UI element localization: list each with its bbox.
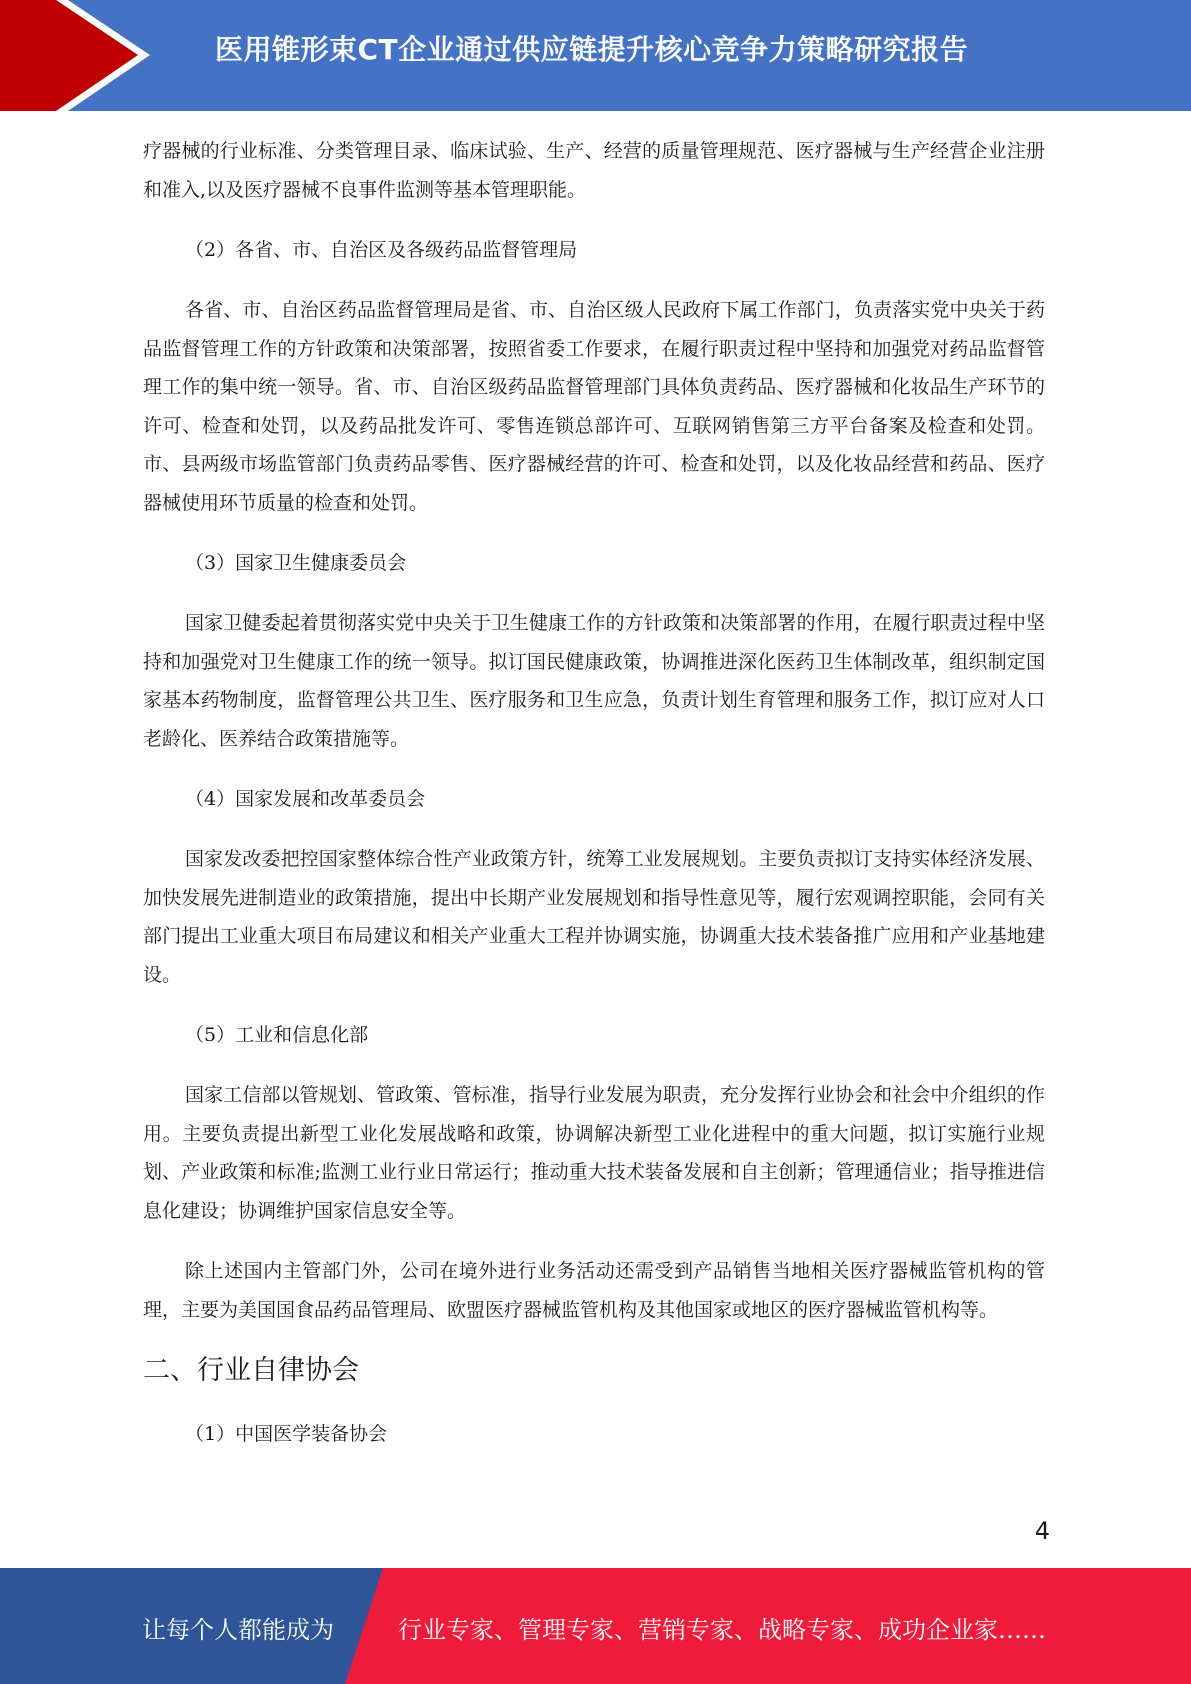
page-header <box>0 0 1191 111</box>
paragraph: 各省、市、自治区药品监督管理局是省、市、自治区级人民政府下属工作部门，负责落实党中央关于药品监督管理工作的方针政策和决策部署，按照省委工作要求，在履行职责过程中坚持和加强党对药品监督管理工作的集中统一领导。省、市、自治区级药品监督管理部门具体负责药品、医疗器械和化妆品生产环节的许可、检查和处罚，以及药品批发许可、零售连锁总部许可、互联网销售第三方平台备案及检查和处罚。市、县两级市场监管部门负责药品零售、医疗器械经营的许可、检查和处罚，以及化妆品经营和药品、医疗器械使用环节质量的检查和处罚。 <box>143 299 1045 514</box>
subheading: （5）工业和信息化部 <box>185 1024 369 1046</box>
paragraph: 疗器械的行业标准、分类管理目录、临床试验、生产、经营的质量管理规范、医疗器械与生产经营企业注册和准入,以及医疗器械不良事件监测等基本管理职能。 <box>143 140 1045 201</box>
paragraph: 国家卫健委起着贯彻落实党中央关于卫生健康工作的方针政策和决策部署的作用，在履行职责过程中坚持和加强党对卫生健康工作的统一领导。拟订国民健康政策，协调推进深化医药卫生体制改革，组织制定国家基本药物制度，监督管理公共卫生、医疗服务和卫生应急，负责计划生育管理和服务工作，拟订应对人口老龄化、医养结合政策措施等。 <box>143 612 1045 750</box>
footer-slogan-right: 行业专家、管理专家、营销专家、战略专家、成功企业家…… <box>398 1616 1046 1644</box>
section-heading: 二、行业自律协会 <box>143 1355 359 1386</box>
subheading: （1）中国医学装备协会 <box>185 1423 388 1445</box>
subheading: （3）国家卫生健康委员会 <box>185 552 407 574</box>
paragraph: 除上述国内主管部门外，公司在境外进行业务活动还需受到产品销售当地相关医疗器械监管机构的管理，主要为美国国食品药品管理局、欧盟医疗器械监管机构及其他国家或地区的医疗器械监管机构等。 <box>143 1260 1045 1321</box>
page-footer <box>0 1568 1191 1684</box>
subheading: （2）各省、市、自治区及各级药品监督管理局 <box>185 239 578 261</box>
page-number: 4 <box>1034 1517 1050 1545</box>
subheading: （4）国家发展和改革委员会 <box>185 788 426 810</box>
paragraph: 国家工信部以管规划、管政策、管标准，指导行业发展为职责，充分发挥行业协会和社会中介组织的作用。主要负责提出新型工业化发展战略和政策，协调解决新型工业化进程中的重大问题，拟订实施行业规划、产业政策和标准;监测工业行业日常运行；推动重大技术装备发展和自主创新；管理通信业；指导推进信息化建设；协调维护国家信息安全等。 <box>143 1084 1045 1222</box>
paragraph: 国家发改委把控国家整体综合性产业政策方针，统筹工业发展规划。主要负责拟订支持实体经济发展、加快发展先进制造业的政策措施，提出中长期产业发展规划和指导性意见等，履行宏观调控职能，会同有关部门提出工业重大项目布局建议和相关产业重大工程并协调实施，协调重大技术装备推广应用和产业基地建设。 <box>143 848 1045 986</box>
report-title: 医用锥形束CT企业通过供应链提升核心竞争力策略研究报告 <box>215 33 969 66</box>
footer-slogan-left: 让每个人都能成为 <box>142 1616 334 1644</box>
page-content <box>143 132 1045 1475</box>
